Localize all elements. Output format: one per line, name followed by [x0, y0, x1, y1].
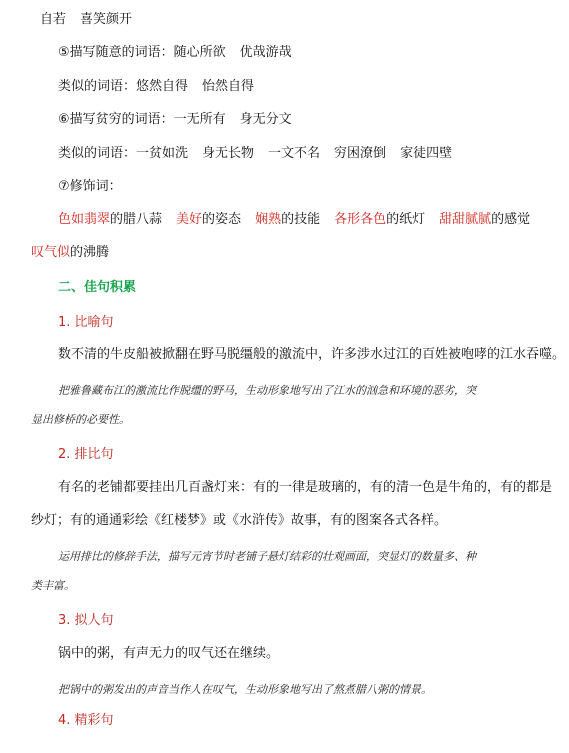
phrase: 的技能: [281, 212, 321, 227]
red-phrase: 甜甜腻腻: [439, 212, 492, 227]
analysis-note: 把锅中的粥发出的声音当作人在叹气，生动形象地写出了熬煮腊八粥的情景。: [58, 683, 432, 696]
word: 类似的词语：一贫如洗: [58, 146, 189, 161]
vocab-line-3: [58, 78, 254, 96]
word: ⑤描写随意的词语：随心所欲: [58, 45, 226, 60]
phrase: 的姿态: [202, 212, 242, 227]
phrase: 的沸腾: [70, 245, 110, 260]
vocab-line-1: [40, 11, 132, 29]
vocab-line-6: [58, 178, 122, 196]
red-phrase: 美好: [176, 212, 203, 227]
section-heading: 二、佳句积累: [58, 280, 137, 295]
analysis-note: 类丰富。: [31, 579, 75, 592]
word: 一文不名: [268, 146, 321, 161]
analysis-note: 显出修桥的必要性。: [31, 413, 130, 426]
red-phrase: 色如翡翠: [58, 212, 111, 227]
word: 穷困潦倒: [334, 146, 387, 161]
label: ⑦修饰词：: [58, 179, 122, 194]
item-heading-1: 1. 比喻句: [58, 315, 114, 330]
word: 家徒四壁: [400, 146, 453, 161]
word: 喜笑颜开: [80, 12, 133, 27]
phrase: 的感觉: [491, 212, 531, 227]
modifier-line: [58, 211, 530, 229]
red-phrase: 各形各色: [334, 212, 387, 227]
item-heading-4: 4. 精彩句: [58, 713, 114, 728]
word: 自若: [40, 12, 67, 27]
red-phrase: 叹气似: [31, 245, 71, 260]
item-heading-2: 2. 排比句: [58, 447, 114, 462]
word: 类似的词语：悠然自得: [58, 79, 189, 94]
example-sentence: 有名的老铺都要挂出几百盏灯来：有的一律是玻璃的，有的清一色是牛角的，有的都是: [58, 480, 553, 495]
vocab-line-4: [58, 111, 292, 129]
example-sentence: 数不清的牛皮船被掀翻在野马脱缰般的激流中，许多涉水过江的百姓被咆哮的江水吞噬。: [58, 347, 566, 362]
phrase: 的纸灯: [386, 212, 426, 227]
modifier-line-2: [31, 244, 109, 262]
word: 身无分文: [239, 112, 292, 127]
phrase: 的腊八蒜: [110, 212, 163, 227]
red-phrase: 娴熟: [255, 212, 282, 227]
item-heading-3: 3. 拟人句: [58, 613, 114, 628]
word: 优哉游哉: [239, 45, 292, 60]
analysis-note: 运用排比的修辞手法，描写元宵节时老铺子悬灯结彩的壮观画面，突显灯的数量多、种: [58, 550, 476, 563]
vocab-line-5: [58, 145, 452, 163]
vocab-line-2: [58, 44, 292, 62]
example-sentence: 锅中的粥，有声无力的叹气还在继续。: [58, 646, 280, 661]
analysis-note: 把雅鲁藏布江的激流比作脱缰的野马，生动形象地写出了江水的汹急和环境的恶劣，突: [58, 384, 476, 397]
example-sentence: 纱灯；有的通通彩绘《红楼梦》或《水浒传》故事，有的图案各式各样。: [31, 513, 448, 528]
word: 怡然自得: [202, 79, 255, 94]
word: ⑥描写贫穷的词语：一无所有: [58, 112, 226, 127]
word: 身无长物: [202, 146, 255, 161]
